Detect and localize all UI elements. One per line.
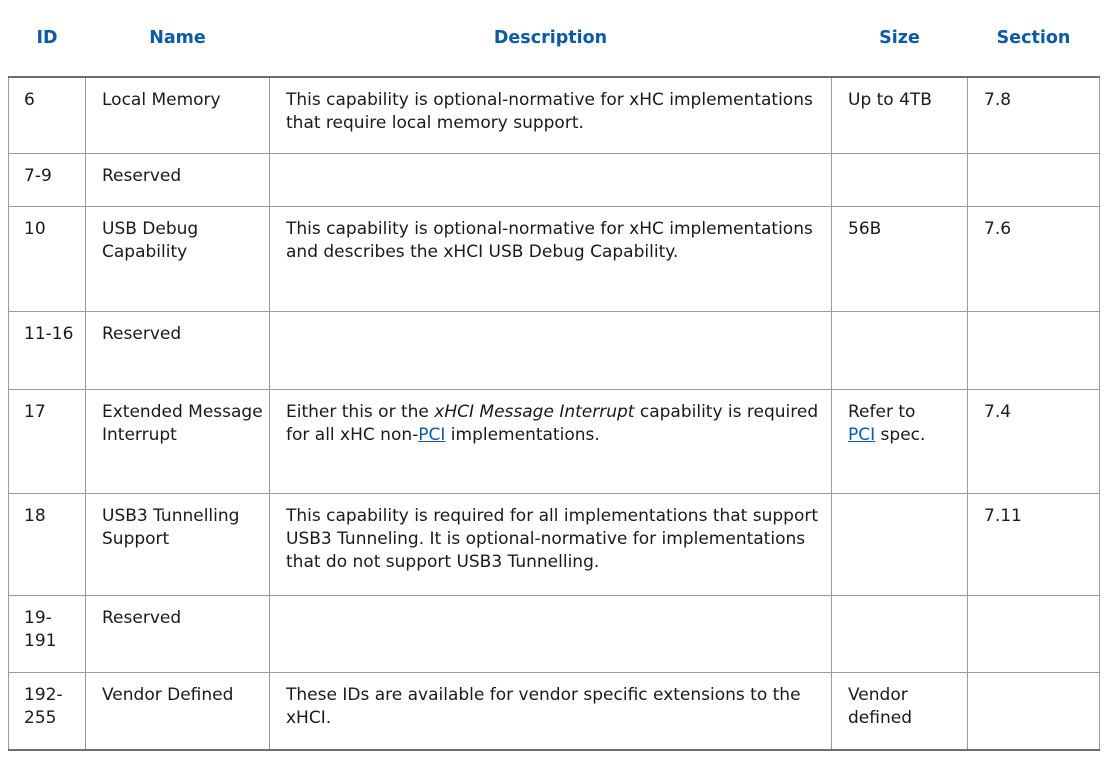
cell-size (832, 493, 968, 595)
description-text: implementations. (445, 424, 600, 445)
cell-description: These IDs are available for vendor specific extensions to the xHCI. (270, 672, 832, 750)
cell-name: Reserved (86, 311, 270, 389)
table-row (9, 672, 1100, 750)
xhci-message-interrupt-reference: xHCI Message Interrupt (434, 401, 635, 422)
cell-name: USB Debug Capability (86, 206, 270, 311)
cell-id: 10 (9, 206, 86, 311)
cell-id: 7-9 (9, 153, 86, 206)
cell-size: Up to 4TB (832, 77, 968, 153)
size-text: Refer to (848, 401, 916, 422)
size-text: spec. (875, 424, 926, 445)
cell-description: This capability is optional-normative for xHC implementations and describes the xHCI USB Debug Capability. (270, 206, 832, 311)
column-header-size: Size (832, 0, 968, 77)
cell-name: Vendor Defined (86, 672, 270, 750)
table-row (9, 77, 1100, 153)
table-row (9, 493, 1100, 595)
cell-description (270, 153, 832, 206)
table-row (9, 595, 1100, 672)
cell-section: 7.6 (968, 206, 1100, 311)
cell-name: Local Memory (86, 77, 270, 153)
pci-link[interactable]: PCI (418, 424, 446, 445)
cell-description: This capability is required for all implementations that support USB3 Tunneling. It is optional-normative for implementations that do not support USB3 Tunnelling. (270, 493, 832, 595)
cell-description: This capability is optional-normative for xHC implementations that require local memory support. (270, 77, 832, 153)
cell-description (270, 595, 832, 672)
cell-id: 17 (9, 389, 86, 493)
cell-size: Vendor defined (832, 672, 968, 750)
cell-section: 7.4 (968, 389, 1100, 493)
cell-size (832, 311, 968, 389)
table-row (9, 311, 1100, 389)
cell-name: USB3 Tunnelling Support (86, 493, 270, 595)
cell-section (968, 595, 1100, 672)
cell-description (270, 311, 832, 389)
cell-section: 7.8 (968, 77, 1100, 153)
cell-size (832, 595, 968, 672)
cell-size: 56B (832, 206, 968, 311)
cell-section (968, 672, 1100, 750)
cell-id: 18 (9, 493, 86, 595)
cell-id: 19-191 (9, 595, 86, 672)
column-header-name: Name (86, 0, 270, 77)
column-header-section: Section (968, 0, 1100, 77)
cell-size (832, 389, 968, 493)
cell-id: 11-16 (9, 311, 86, 389)
column-header-description: Description (270, 0, 832, 77)
cell-name: Reserved (86, 595, 270, 672)
table-row (9, 206, 1100, 311)
description-text: capability is required for all xHC non- (286, 401, 819, 445)
column-header-id: ID (9, 0, 86, 77)
cell-size (832, 153, 968, 206)
cell-name: Reserved (86, 153, 270, 206)
cell-description (270, 389, 832, 493)
table-header-row (9, 0, 1100, 77)
table-row (9, 153, 1100, 206)
description-text: Either this or the (286, 401, 435, 422)
pci-link[interactable]: PCI (848, 424, 876, 445)
cell-id: 192-255 (9, 672, 86, 750)
table-row (9, 389, 1100, 493)
cell-id: 6 (9, 77, 86, 153)
cell-section (968, 153, 1100, 206)
capability-table (8, 0, 1100, 751)
cell-name: Extended Message Interrupt (86, 389, 270, 493)
cell-section: 7.11 (968, 493, 1100, 595)
cell-section (968, 311, 1100, 389)
